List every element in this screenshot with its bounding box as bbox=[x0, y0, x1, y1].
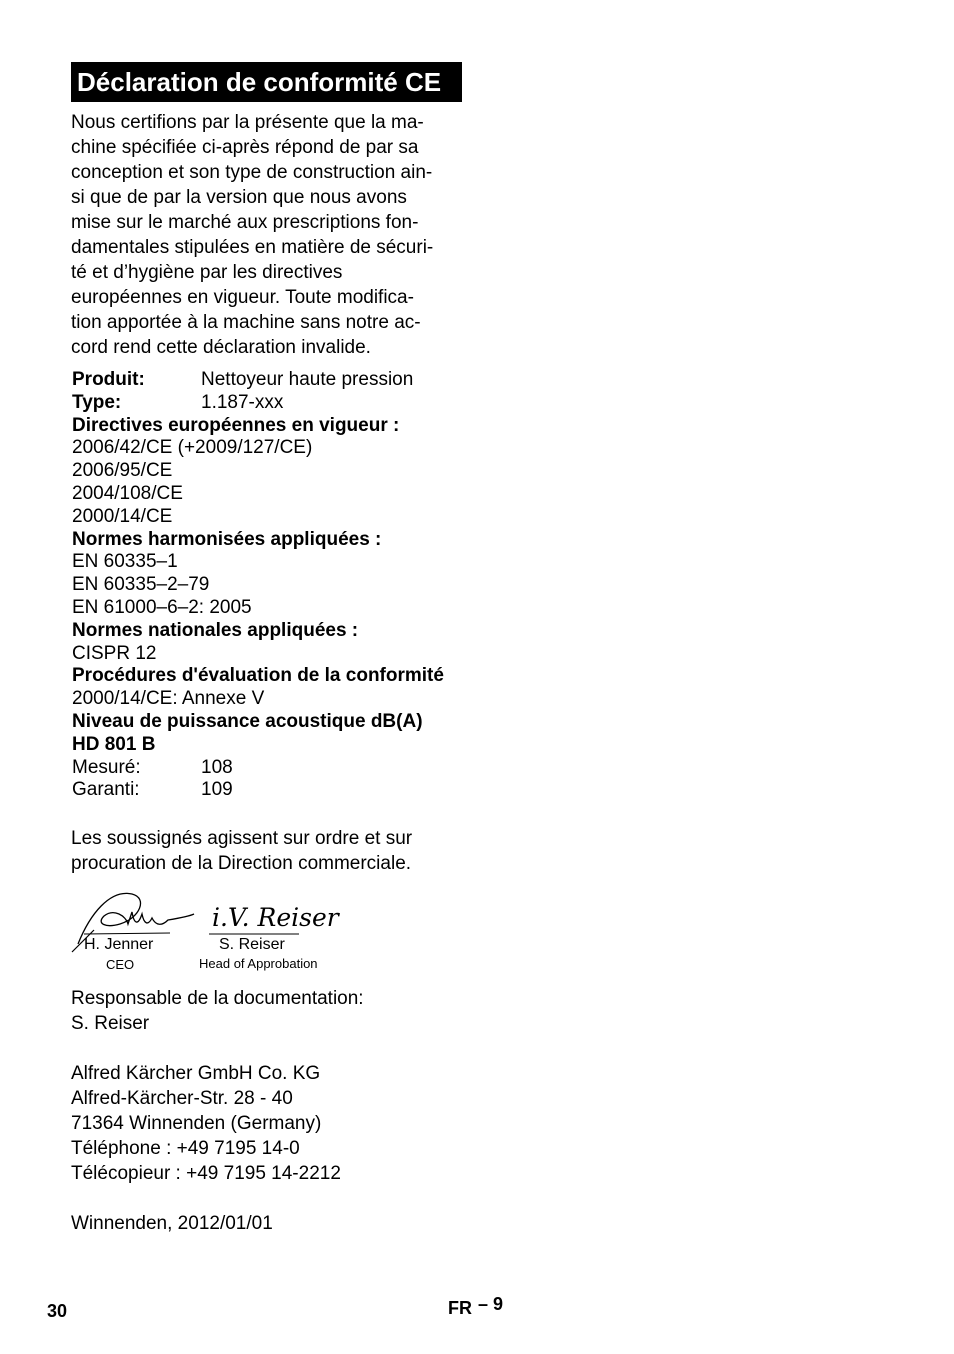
place-date-text: Winnenden, 2012/01/01 bbox=[71, 1213, 273, 1234]
intro-line: chine spécifiée ci-après répond de par sa bbox=[71, 137, 419, 158]
documentation-person: S. Reiser bbox=[71, 1013, 150, 1034]
measured-label: Mesuré: bbox=[72, 756, 141, 778]
signatory-note-line: procuration de la Direction commerciale. bbox=[71, 853, 412, 874]
harmonized-item: EN 60335–2–79 bbox=[72, 574, 210, 596]
directive-item: 2006/42/CE (+2009/127/CE) bbox=[72, 437, 313, 459]
intro-line: cord rend cette déclaration invalide. bbox=[71, 337, 371, 358]
reiser-handwriting: i.V. Reiser bbox=[212, 903, 339, 932]
acoustic-heading: Niveau de puissance acoustique dB(A) bbox=[72, 710, 423, 732]
type-row bbox=[72, 392, 492, 415]
measured-row bbox=[72, 757, 492, 780]
signer-role: Head of Approbation bbox=[199, 956, 318, 971]
address-line: Alfred Kärcher GmbH Co. KG bbox=[71, 1063, 321, 1084]
signer-name: S. Reiser bbox=[219, 936, 285, 953]
harmonized-item: EN 61000–6–2: 2005 bbox=[72, 596, 252, 618]
product-row bbox=[72, 369, 492, 392]
intro-line: conception et son type de construction ain- bbox=[71, 162, 433, 183]
intro-line: té et d’hygiène par les directives bbox=[71, 262, 343, 283]
directive-item: 2006/95/CE bbox=[72, 460, 173, 482]
national-item: CISPR 12 bbox=[72, 642, 157, 664]
intro-line: mise sur le marché aux prescriptions fon- bbox=[71, 212, 419, 233]
intro-line: damentales stipulées en matière de sécuri- bbox=[71, 237, 434, 258]
product-label: Produit: bbox=[72, 369, 145, 390]
place-date bbox=[71, 1211, 273, 1236]
signatory-note bbox=[71, 826, 412, 876]
conformity-item: 2000/14/CE: Annexe V bbox=[72, 688, 265, 710]
acoustic-model: HD 801 B bbox=[72, 733, 156, 755]
guaranteed-row bbox=[72, 779, 492, 802]
intro-line: si que de par la version que nous avons bbox=[71, 187, 407, 208]
address-line: Téléphone : +49 7195 14-0 bbox=[71, 1138, 300, 1159]
directive-item: 2000/14/CE bbox=[72, 505, 173, 527]
directives-heading: Directives européennes en vigueur : bbox=[72, 414, 400, 436]
guaranteed-value: 109 bbox=[201, 779, 233, 801]
address-line: 71364 Winnenden (Germany) bbox=[71, 1113, 322, 1134]
spec-block bbox=[72, 369, 492, 802]
signer-role: CEO bbox=[106, 957, 135, 972]
directive-item: 2004/108/CE bbox=[72, 482, 183, 504]
type-label: Type: bbox=[72, 391, 122, 413]
intro-line: européennes en vigueur. Toute modifica- bbox=[71, 287, 414, 308]
page-title: Déclaration de conformité CE bbox=[71, 62, 462, 102]
harmonized-heading: Normes harmonisées appliquées : bbox=[72, 528, 382, 550]
address-line: Télécopieur : +49 7195 14-2212 bbox=[71, 1163, 341, 1184]
signature-area bbox=[70, 884, 340, 976]
conformity-heading: Procédures d'évaluation de la conformité bbox=[72, 665, 444, 687]
guaranteed-label: Garanti: bbox=[72, 779, 140, 801]
intro-line: tion apportée à la machine sans notre ac- bbox=[71, 312, 421, 333]
signer-name: H. Jenner bbox=[84, 936, 154, 953]
section-page-number: – 9 bbox=[478, 1294, 504, 1314]
type-value: 1.187-xxx bbox=[201, 391, 284, 413]
intro-paragraph bbox=[71, 110, 471, 360]
product-value: Nettoyeur haute pression bbox=[201, 369, 414, 390]
footer-section bbox=[448, 1294, 504, 1319]
company-address bbox=[71, 1061, 341, 1186]
intro-line: Nous certifions par la présente que la ma- bbox=[71, 112, 424, 133]
national-heading: Normes nationales appliquées : bbox=[72, 619, 359, 641]
documentation-label: Responsable de la documentation: bbox=[71, 988, 364, 1009]
signatory-note-line: Les soussignés agissent sur ordre et sur bbox=[71, 828, 413, 849]
measured-value: 108 bbox=[201, 756, 233, 778]
address-line: Alfred-Kärcher-Str. 28 - 40 bbox=[71, 1088, 293, 1109]
page-number: 30 bbox=[47, 1301, 68, 1321]
documentation-responsible bbox=[71, 986, 364, 1036]
language-code: FR bbox=[448, 1298, 472, 1318]
harmonized-item: EN 60335–1 bbox=[72, 551, 178, 573]
